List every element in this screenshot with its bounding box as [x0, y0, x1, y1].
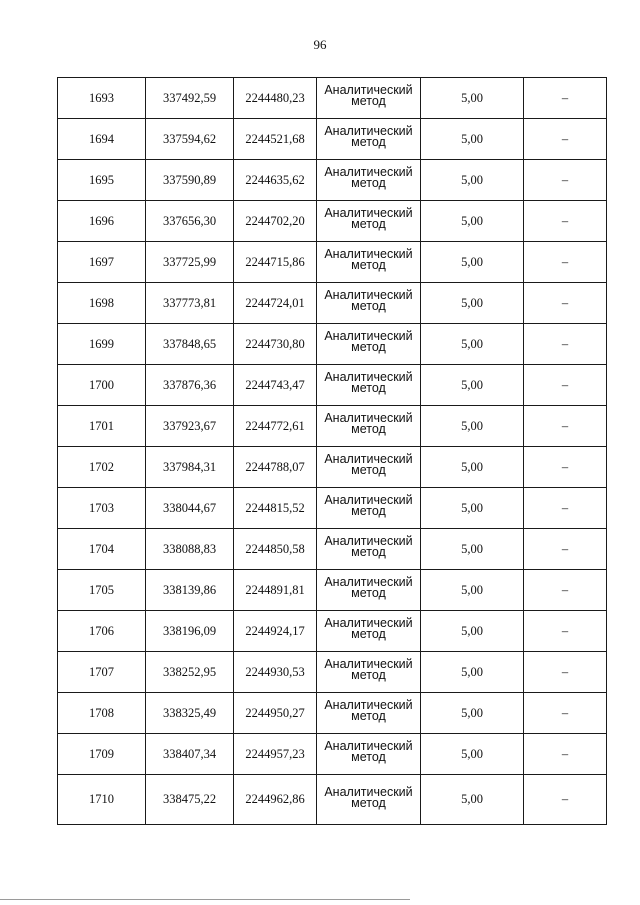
x-coordinate-cell: 338196,09: [146, 611, 234, 652]
method-line-2: метод: [351, 340, 386, 354]
point-number-cell: 1701: [58, 406, 146, 447]
method-line-1: Аналитический: [324, 534, 413, 548]
point-number-cell: 1694: [58, 119, 146, 160]
dash-cell: –: [524, 160, 607, 201]
y-coordinate-cell: 2244815,52: [234, 488, 317, 529]
y-coordinate-cell: 2244521,68: [234, 119, 317, 160]
method-line-1: Аналитический: [324, 575, 413, 589]
method-cell: [317, 283, 421, 324]
method-line-1: Аналитический: [324, 247, 413, 261]
point-number-cell: 1699: [58, 324, 146, 365]
method-line-2: метод: [351, 668, 386, 682]
dash-cell: –: [524, 529, 607, 570]
accuracy-cell: 5,00: [421, 406, 524, 447]
method-cell: [317, 529, 421, 570]
method-cell: [317, 406, 421, 447]
dash-cell: –: [524, 324, 607, 365]
x-coordinate-cell: 337848,65: [146, 324, 234, 365]
method-line-2: метод: [351, 586, 386, 600]
x-coordinate-cell: 337725,99: [146, 242, 234, 283]
method-line-1: Аналитический: [324, 493, 413, 507]
x-coordinate-cell: 338044,67: [146, 488, 234, 529]
y-coordinate-cell: 2244702,20: [234, 201, 317, 242]
page-number: 96: [313, 37, 327, 52]
method-line-2: метод: [351, 504, 386, 518]
method-cell: [317, 201, 421, 242]
table-row: [58, 283, 607, 324]
x-coordinate-cell: 338407,34: [146, 734, 234, 775]
table-body: [58, 78, 607, 825]
x-coordinate-cell: 337773,81: [146, 283, 234, 324]
accuracy-cell: 5,00: [421, 160, 524, 201]
y-coordinate-cell: 2244950,27: [234, 693, 317, 734]
method-cell: [317, 488, 421, 529]
dash-cell: –: [524, 201, 607, 242]
table-row: [58, 201, 607, 242]
method-line-1: Аналитический: [324, 739, 413, 753]
accuracy-cell: 5,00: [421, 693, 524, 734]
x-coordinate-cell: 338139,86: [146, 570, 234, 611]
method-cell: [317, 447, 421, 488]
method-cell: [317, 324, 421, 365]
method-line-2: метод: [351, 463, 386, 477]
point-number-cell: 1702: [58, 447, 146, 488]
point-number-cell: 1698: [58, 283, 146, 324]
point-number-cell: 1696: [58, 201, 146, 242]
accuracy-cell: 5,00: [421, 78, 524, 119]
method-line-1: Аналитический: [324, 206, 413, 220]
method-cell: [317, 365, 421, 406]
table-row: [58, 119, 607, 160]
dash-cell: –: [524, 488, 607, 529]
method-line-1: Аналитический: [324, 288, 413, 302]
point-number-cell: 1697: [58, 242, 146, 283]
method-line-1: Аналитический: [324, 616, 413, 630]
accuracy-cell: 5,00: [421, 734, 524, 775]
accuracy-cell: 5,00: [421, 775, 524, 825]
method-line-1: Аналитический: [324, 452, 413, 466]
method-line-2: метод: [351, 381, 386, 395]
method-cell: [317, 775, 421, 825]
y-coordinate-cell: 2244962,86: [234, 775, 317, 825]
table-row: [58, 242, 607, 283]
accuracy-cell: 5,00: [421, 201, 524, 242]
y-coordinate-cell: 2244715,86: [234, 242, 317, 283]
accuracy-cell: 5,00: [421, 570, 524, 611]
point-number-cell: 1705: [58, 570, 146, 611]
x-coordinate-cell: 337656,30: [146, 201, 234, 242]
y-coordinate-cell: 2244957,23: [234, 734, 317, 775]
x-coordinate-cell: 337984,31: [146, 447, 234, 488]
method-cell: [317, 611, 421, 652]
accuracy-cell: 5,00: [421, 283, 524, 324]
method-line-1: Аналитический: [324, 784, 413, 799]
method-cell: [317, 160, 421, 201]
method-cell: [317, 652, 421, 693]
method-line-2: метод: [351, 750, 386, 764]
y-coordinate-cell: 2244743,47: [234, 365, 317, 406]
dash-cell: –: [524, 406, 607, 447]
y-coordinate-cell: 2244730,80: [234, 324, 317, 365]
x-coordinate-cell: 338475,22: [146, 775, 234, 825]
table-row: [58, 406, 607, 447]
y-coordinate-cell: 2244772,61: [234, 406, 317, 447]
method-cell: [317, 734, 421, 775]
dash-cell: –: [524, 365, 607, 406]
accuracy-cell: 5,00: [421, 488, 524, 529]
x-coordinate-cell: 337590,89: [146, 160, 234, 201]
dash-cell: –: [524, 119, 607, 160]
method-line-1: Аналитический: [324, 124, 413, 138]
x-coordinate-cell: 338325,49: [146, 693, 234, 734]
method-line-2: метод: [351, 176, 386, 190]
y-coordinate-cell: 2244724,01: [234, 283, 317, 324]
dash-cell: –: [524, 78, 607, 119]
table-row: [58, 529, 607, 570]
method-line-1: Аналитический: [324, 370, 413, 384]
coordinates-table: [57, 77, 607, 825]
table-row: [58, 78, 607, 119]
method-line-1: Аналитический: [324, 83, 413, 97]
method-line-1: Аналитический: [324, 165, 413, 179]
dash-cell: –: [524, 447, 607, 488]
point-number-cell: 1710: [58, 775, 146, 825]
point-number-cell: 1700: [58, 365, 146, 406]
method-cell: [317, 78, 421, 119]
accuracy-cell: 5,00: [421, 611, 524, 652]
accuracy-cell: 5,00: [421, 242, 524, 283]
method-line-2: метод: [351, 94, 386, 108]
method-line-2: метод: [351, 795, 386, 810]
method-line-1: Аналитический: [324, 329, 413, 343]
x-coordinate-cell: 338088,83: [146, 529, 234, 570]
point-number-cell: 1709: [58, 734, 146, 775]
x-coordinate-cell: 338252,95: [146, 652, 234, 693]
method-line-2: метод: [351, 299, 386, 313]
point-number-cell: 1703: [58, 488, 146, 529]
dash-cell: –: [524, 611, 607, 652]
method-cell: [317, 119, 421, 160]
x-coordinate-cell: 337876,36: [146, 365, 234, 406]
method-line-2: метод: [351, 709, 386, 723]
accuracy-cell: 5,00: [421, 447, 524, 488]
method-cell: [317, 570, 421, 611]
dash-cell: –: [524, 242, 607, 283]
method-cell: [317, 242, 421, 283]
point-number-cell: 1693: [58, 78, 146, 119]
method-line-2: метод: [351, 135, 386, 149]
dash-cell: –: [524, 734, 607, 775]
point-number-cell: 1706: [58, 611, 146, 652]
method-line-1: Аналитический: [324, 411, 413, 425]
method-line-2: метод: [351, 422, 386, 436]
accuracy-cell: 5,00: [421, 119, 524, 160]
table-row: [58, 693, 607, 734]
dash-cell: –: [524, 283, 607, 324]
accuracy-cell: 5,00: [421, 529, 524, 570]
accuracy-cell: 5,00: [421, 652, 524, 693]
y-coordinate-cell: 2244480,23: [234, 78, 317, 119]
method-line-1: Аналитический: [324, 698, 413, 712]
table-row: [58, 160, 607, 201]
table-row: [58, 652, 607, 693]
table-row: [58, 611, 607, 652]
accuracy-cell: 5,00: [421, 324, 524, 365]
x-coordinate-cell: 337923,67: [146, 406, 234, 447]
table-row: [58, 775, 607, 825]
table-row: [58, 488, 607, 529]
method-line-2: метод: [351, 217, 386, 231]
y-coordinate-cell: 2244930,53: [234, 652, 317, 693]
point-number-cell: 1695: [58, 160, 146, 201]
x-coordinate-cell: 337594,62: [146, 119, 234, 160]
table-row: [58, 447, 607, 488]
table-row: [58, 324, 607, 365]
method-line-1: Аналитический: [324, 657, 413, 671]
point-number-cell: 1708: [58, 693, 146, 734]
scan-edge-line: [0, 899, 410, 900]
y-coordinate-cell: 2244850,58: [234, 529, 317, 570]
x-coordinate-cell: 337492,59: [146, 78, 234, 119]
point-number-cell: 1704: [58, 529, 146, 570]
method-line-2: метод: [351, 258, 386, 272]
dash-cell: –: [524, 570, 607, 611]
method-cell: [317, 693, 421, 734]
y-coordinate-cell: 2244788,07: [234, 447, 317, 488]
table-row: [58, 365, 607, 406]
dash-cell: –: [524, 693, 607, 734]
y-coordinate-cell: 2244924,17: [234, 611, 317, 652]
y-coordinate-cell: 2244891,81: [234, 570, 317, 611]
table-row: [58, 734, 607, 775]
dash-cell: –: [524, 652, 607, 693]
dash-cell: –: [524, 775, 607, 825]
table-row: [58, 570, 607, 611]
method-line-2: метод: [351, 627, 386, 641]
y-coordinate-cell: 2244635,62: [234, 160, 317, 201]
point-number-cell: 1707: [58, 652, 146, 693]
accuracy-cell: 5,00: [421, 365, 524, 406]
method-line-2: метод: [351, 545, 386, 559]
